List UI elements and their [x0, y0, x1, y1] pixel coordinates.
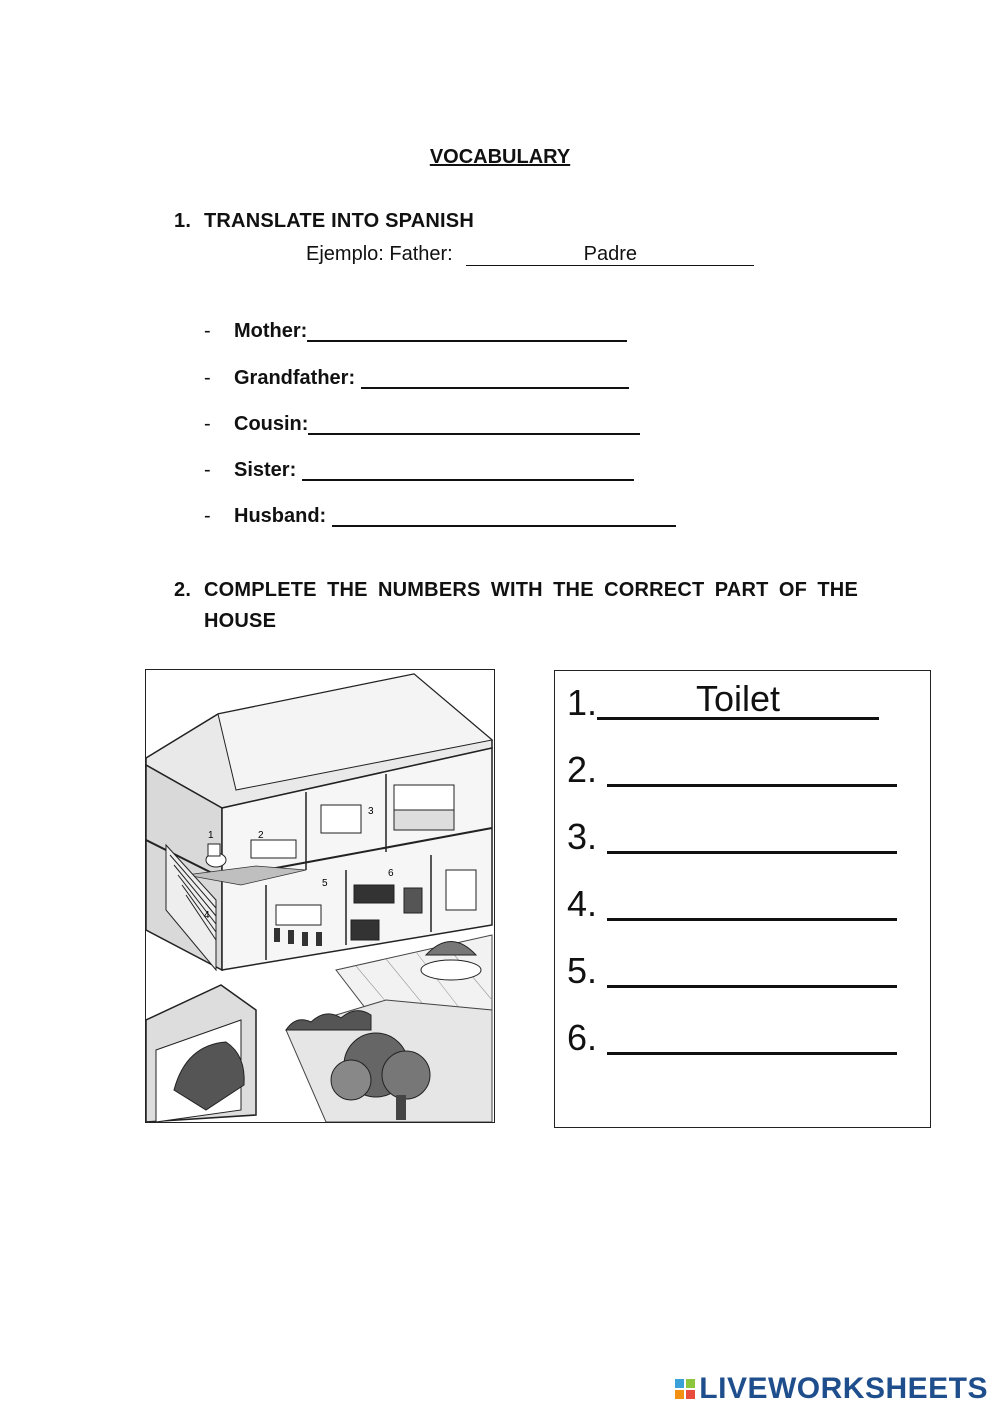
answer-blank-grandfather[interactable]	[361, 367, 629, 389]
vocab-item-husband	[204, 505, 676, 533]
vocab-item-sister	[204, 459, 634, 487]
answer-blank-husband[interactable]	[332, 505, 676, 527]
section-2-number: 2.	[174, 579, 192, 601]
logo-square-icon	[675, 1379, 684, 1388]
vocab-label: Cousin:	[234, 413, 309, 435]
answer-number: 4.	[567, 883, 598, 924]
house-label-2: 2	[258, 830, 264, 841]
logo-square-icon	[686, 1379, 695, 1388]
answer-number: 2.	[567, 749, 598, 790]
answer-number: 5.	[567, 950, 598, 991]
house-label-5: 5	[322, 878, 328, 889]
answer-field-1[interactable]: Toilet	[597, 681, 879, 720]
example-label: Ejemplo: Father:	[306, 243, 453, 265]
bullet-dash: -	[204, 413, 211, 435]
answer-row-3	[567, 815, 897, 859]
house-cutaway-drawing	[146, 670, 494, 1122]
answer-row-4	[567, 882, 897, 926]
answer-blank-mother[interactable]	[307, 320, 627, 342]
answer-row-2	[567, 748, 897, 792]
section-1-title: TRANSLATE INTO SPANISH	[204, 210, 474, 232]
section-1-heading	[174, 210, 474, 233]
answer-number: 3.	[567, 816, 598, 857]
liveworksheets-logo-icon	[675, 1379, 695, 1399]
bullet-dash: -	[204, 505, 211, 527]
example-line	[306, 243, 754, 266]
logo-square-icon	[686, 1390, 695, 1399]
house-illustration	[145, 669, 495, 1123]
vocab-label: Husband:	[234, 505, 327, 527]
brand-name: LIVEWORKSHEETS	[699, 1372, 988, 1405]
vocab-label: Mother:	[234, 320, 308, 342]
section-1-number: 1.	[174, 210, 192, 232]
bullet-dash: -	[204, 459, 211, 481]
bullet-dash: -	[204, 367, 211, 389]
vocab-label: Grandfather:	[234, 367, 356, 389]
vocab-item-cousin	[204, 413, 640, 441]
answer-field-5[interactable]	[607, 949, 897, 988]
answer-blank-sister[interactable]	[302, 459, 634, 481]
bullet-dash: -	[204, 320, 211, 342]
answer-number: 6.	[567, 1017, 598, 1058]
house-label-4: 4	[204, 910, 210, 921]
vocab-label: Sister:	[234, 459, 297, 481]
house-label-1: 1	[208, 830, 214, 841]
answer-field-6[interactable]	[607, 1016, 897, 1055]
answer-blank-cousin[interactable]	[308, 413, 640, 435]
example-answer: Padre	[466, 243, 754, 266]
worksheet-title: VOCABULARY	[429, 146, 571, 168]
vocab-item-mother	[204, 320, 627, 348]
house-label-3: 3	[368, 806, 374, 817]
answer-field-4[interactable]	[607, 882, 897, 921]
answer-row-1	[567, 678, 879, 725]
logo-square-icon	[675, 1390, 684, 1399]
house-label-6: 6	[388, 868, 394, 879]
answer-row-5	[567, 949, 897, 993]
section-2-title-line1: COMPLETE THE NUMBERS WITH THE CORRECT PART OF THE	[204, 579, 858, 601]
vocab-item-grandfather	[204, 367, 629, 395]
answer-number: 1.	[567, 682, 598, 723]
liveworksheets-brand	[675, 1372, 988, 1406]
section-2-heading-line2: HOUSE	[204, 610, 277, 632]
section-2-heading	[174, 579, 858, 602]
answer-field-3[interactable]	[607, 815, 897, 854]
answer-field-2[interactable]	[607, 748, 897, 787]
answer-box	[554, 670, 931, 1128]
answer-row-6	[567, 1016, 897, 1060]
